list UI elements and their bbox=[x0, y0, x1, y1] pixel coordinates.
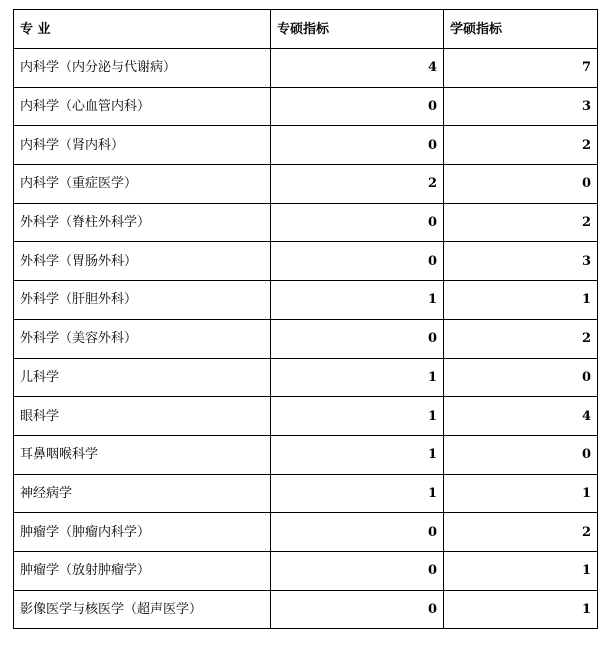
major-cell: 外科学（美容外科） bbox=[14, 319, 271, 358]
professional-quota-cell: 1 bbox=[271, 435, 444, 474]
major-cell: 内科学（心血管内科） bbox=[14, 87, 271, 126]
table-row bbox=[14, 397, 598, 436]
table-row bbox=[14, 281, 598, 320]
academic-quota-cell: 3 bbox=[444, 87, 598, 126]
professional-quota-cell: 0 bbox=[271, 87, 444, 126]
major-cell: 外科学（胃肠外科） bbox=[14, 242, 271, 281]
table-row bbox=[14, 551, 598, 590]
major-cell: 神经病学 bbox=[14, 474, 271, 513]
professional-quota-cell: 0 bbox=[271, 126, 444, 165]
enrollment-quota-table bbox=[13, 9, 598, 629]
major-cell: 眼科学 bbox=[14, 397, 271, 436]
professional-quota-cell: 1 bbox=[271, 281, 444, 320]
professional-quota-cell: 2 bbox=[271, 165, 444, 204]
header-major: 专 业 bbox=[14, 10, 271, 49]
table-row bbox=[14, 242, 598, 281]
table-row bbox=[14, 513, 598, 552]
academic-quota-cell: 4 bbox=[444, 397, 598, 436]
major-cell: 内科学（重症医学） bbox=[14, 165, 271, 204]
academic-quota-cell: 1 bbox=[444, 281, 598, 320]
table-row bbox=[14, 126, 598, 165]
professional-quota-cell: 1 bbox=[271, 474, 444, 513]
table-row bbox=[14, 358, 598, 397]
academic-quota-cell: 0 bbox=[444, 435, 598, 474]
academic-quota-cell: 1 bbox=[444, 474, 598, 513]
professional-quota-cell: 0 bbox=[271, 551, 444, 590]
major-cell: 外科学（肝胆外科） bbox=[14, 281, 271, 320]
academic-quota-cell: 7 bbox=[444, 49, 598, 88]
major-cell: 影像医学与核医学（超声医学） bbox=[14, 590, 271, 629]
table-row bbox=[14, 49, 598, 88]
academic-quota-cell: 2 bbox=[444, 126, 598, 165]
table-row bbox=[14, 203, 598, 242]
major-cell: 儿科学 bbox=[14, 358, 271, 397]
table-row bbox=[14, 590, 598, 629]
header-academic-quota: 学硕指标 bbox=[444, 10, 598, 49]
table-row bbox=[14, 165, 598, 204]
professional-quota-cell: 0 bbox=[271, 513, 444, 552]
academic-quota-cell: 2 bbox=[444, 513, 598, 552]
header-professional-quota: 专硕指标 bbox=[271, 10, 444, 49]
academic-quota-cell: 0 bbox=[444, 165, 598, 204]
professional-quota-cell: 1 bbox=[271, 397, 444, 436]
professional-quota-cell: 0 bbox=[271, 319, 444, 358]
academic-quota-cell: 2 bbox=[444, 319, 598, 358]
academic-quota-cell: 1 bbox=[444, 590, 598, 629]
professional-quota-cell: 1 bbox=[271, 358, 444, 397]
major-cell: 内科学（肾内科） bbox=[14, 126, 271, 165]
major-cell: 外科学（脊柱外科学） bbox=[14, 203, 271, 242]
professional-quota-cell: 4 bbox=[271, 49, 444, 88]
professional-quota-cell: 0 bbox=[271, 242, 444, 281]
academic-quota-cell: 1 bbox=[444, 551, 598, 590]
table-row bbox=[14, 87, 598, 126]
professional-quota-cell: 0 bbox=[271, 203, 444, 242]
professional-quota-cell: 0 bbox=[271, 590, 444, 629]
major-cell: 内科学（内分泌与代谢病） bbox=[14, 49, 271, 88]
table-header-row bbox=[14, 10, 598, 49]
major-cell: 肿瘤学（放射肿瘤学） bbox=[14, 551, 271, 590]
table-row bbox=[14, 474, 598, 513]
academic-quota-cell: 0 bbox=[444, 358, 598, 397]
academic-quota-cell: 3 bbox=[444, 242, 598, 281]
major-cell: 耳鼻咽喉科学 bbox=[14, 435, 271, 474]
table-row bbox=[14, 319, 598, 358]
table-body bbox=[14, 49, 598, 629]
table-row bbox=[14, 435, 598, 474]
major-cell: 肿瘤学（肿瘤内科学） bbox=[14, 513, 271, 552]
academic-quota-cell: 2 bbox=[444, 203, 598, 242]
